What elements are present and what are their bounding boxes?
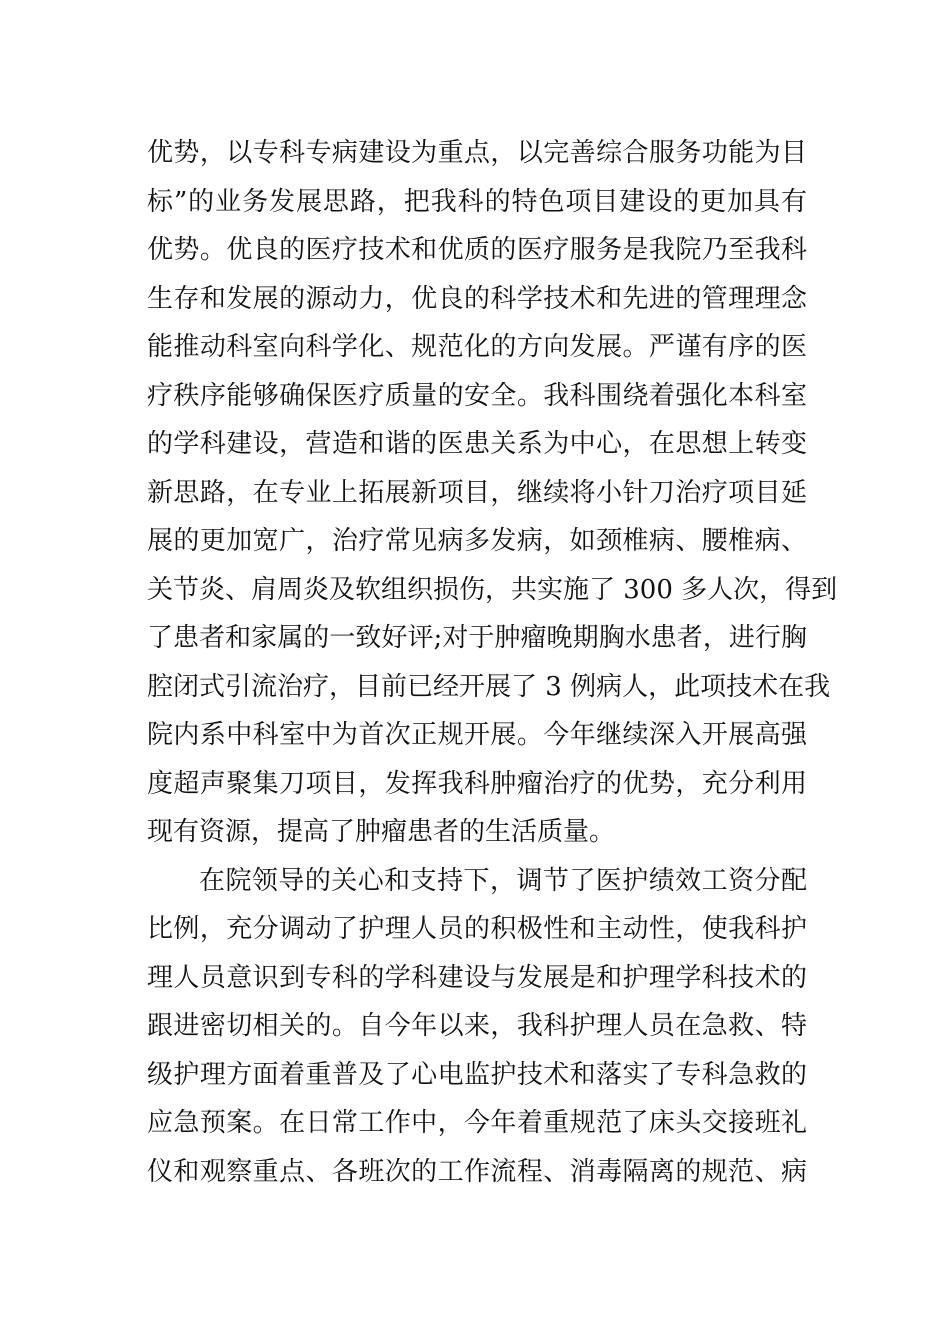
text-line: 的学科建设，营造和谐的医患关系为中心，在思想上转变 xyxy=(147,429,807,459)
text-line: 了患者和家属的一致好评;对于肿瘤晚期胸水患者，进行胸 xyxy=(147,623,807,653)
text-line: 度超声聚集刀项目，发挥我科肿瘤治疗的优势，充分利用 xyxy=(147,768,807,799)
text-line: 应急预案。在日常工作中，今年着重规范了床头交接班礼 xyxy=(147,1108,807,1138)
text-line: 优势。优良的医疗技术和优质的医疗服务是我院乃至我科 xyxy=(147,235,807,265)
text-line: 仪和观察重点、各班次的工作流程、消毒隔离的规范、病 xyxy=(147,1156,807,1187)
text-line: 院内系中科室中为首次正规开展。今年继续深入开展高强 xyxy=(147,720,807,750)
text-line: 展的更加宽广，治疗常见病多发病，如颈椎病、腰椎病、 xyxy=(147,526,807,556)
text-line: 能推动科室向科学化、规范化的方向发展。严谨有序的医 xyxy=(147,332,807,362)
text-line: 理人员意识到专科的学科建设与发展是和护理学科技术的 xyxy=(147,962,807,993)
text-line: 新思路，在专业上拓展新项目，继续将小针刀治疗项目延 xyxy=(147,477,807,508)
text-line: 优势，以专科专病建设为重点，以完善综合服务功能为目 xyxy=(147,138,807,168)
text-line: 疗秩序能够确保医疗质量的安全。我科围绕着强化本科室 xyxy=(147,380,807,411)
paragraph-start-line: 在院领导的关心和支持下，调节了医护绩效工资分配 xyxy=(199,865,807,896)
text-line: 标”的业务发展思路，把我科的特色项目建设的更加具有 xyxy=(147,186,807,217)
text-line: 生存和发展的源动力，优良的科学技术和先进的管理理念 xyxy=(147,283,807,314)
text-line: 级护理方面着重普及了心电监护技术和落实了专科急救的 xyxy=(147,1059,807,1090)
text-line: 现有资源，提高了肿瘤患者的生活质量。 xyxy=(147,817,616,847)
text-line: 比例，充分调动了护理人员的积极性和主动性，使我科护 xyxy=(147,914,807,944)
text-line: 跟进密切相关的。自今年以来，我科护理人员在急救、特 xyxy=(147,1011,807,1041)
body-text xyxy=(147,129,838,1196)
text-line: 关节炎、肩周炎及软组织损伤，共实施了 300 多人次，得到 xyxy=(147,574,838,605)
text-line: 腔闭式引流治疗，目前已经开展了 3 例病人，此项技术在我 xyxy=(147,671,831,702)
